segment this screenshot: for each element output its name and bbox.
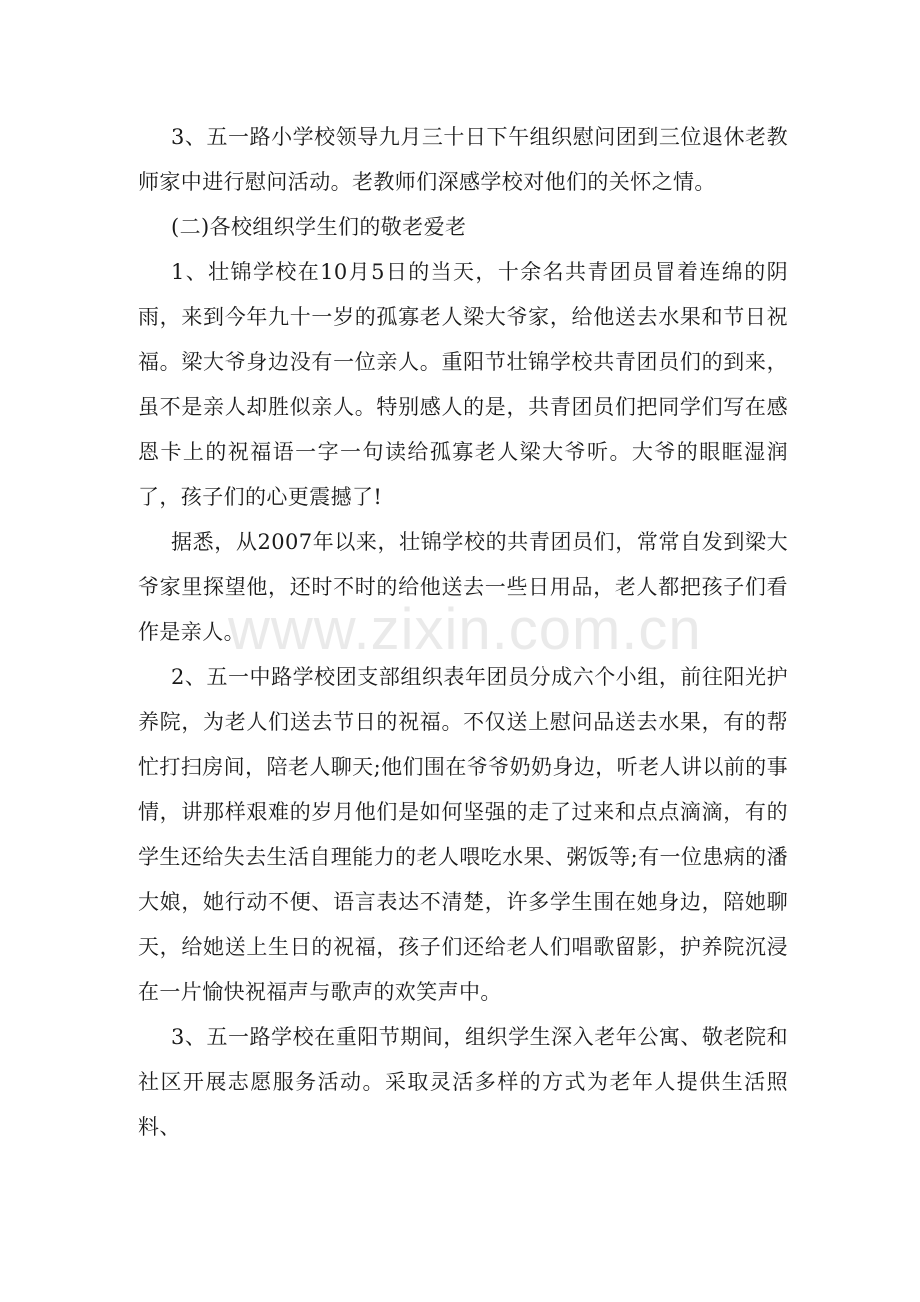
- watermark: www.zixin.com.cn: [228, 597, 702, 662]
- paragraph-item-3-wuyi-road: 3、五一路学校在重阳节期间，组织学生深入老年公寓、敬老院和社区开展志愿服务活动。采取灵活多样的方式为老年人提供生活照料、: [138, 1025, 788, 1139]
- section-heading: (二)各校组织学生们的敬老爱老: [171, 215, 467, 239]
- paragraph-item-2-wuyi-zhonglu: 2、五一中路学校团支部组织表年团员分成六个小组，前往阳光护养院，为老人们送去节日的祝福。不仅送上慰问品送去水果，有的帮忙打扫房间，陪老人聊天;他们围在爷爷奶奶身边，听老人讲以前的事情，讲那样艰难的岁月他们是如何坚强的走了过来和点点滴滴，有的学生还给失去生活自理能力的老人喂吃水果、粥饭等;有一位患病的潘大娘，她行动不便、语言表达不清楚，许多学生围在她身边，陪她聊天，给她送上生日的祝福，孩子们还给老人们唱歌留影，护养院沉浸在一片愉快祝福声与歌声的欢笑声中。: [138, 665, 788, 1004]
- paragraph-item-3-visit: 3、五一路小学校领导九月三十日下午组织慰问团到三位退休老教师家中进行慰问活动。老教师们深感学校对他们的关怀之情。: [138, 125, 788, 194]
- document-body: [138, 115, 788, 1150]
- paragraph-item-1-zhuangjin: 1、壮锦学校在10月5日的当天，十余名共青团员冒着连绵的阴雨，来到今年九十一岁的孤寡老人梁大爷家，给他送去水果和节日祝福。梁大爷身边没有一位亲人。重阳节壮锦学校共青团员们的到来，虽不是亲人却胜似亲人。特别感人的是，共青团员们把同学们写在感恩卡上的祝福语一字一句读给孤寡老人梁大爷听。大爷的眼眶湿润了，孩子们的心更震撼了!: [138, 260, 788, 509]
- paragraph-since-2007: 据悉，从2007年以来，壮锦学校的共青团员们，常常自发到梁大爷家里探望他，还时不时的给他送去一些日用品，老人都把孩子们看作是亲人。: [138, 530, 788, 644]
